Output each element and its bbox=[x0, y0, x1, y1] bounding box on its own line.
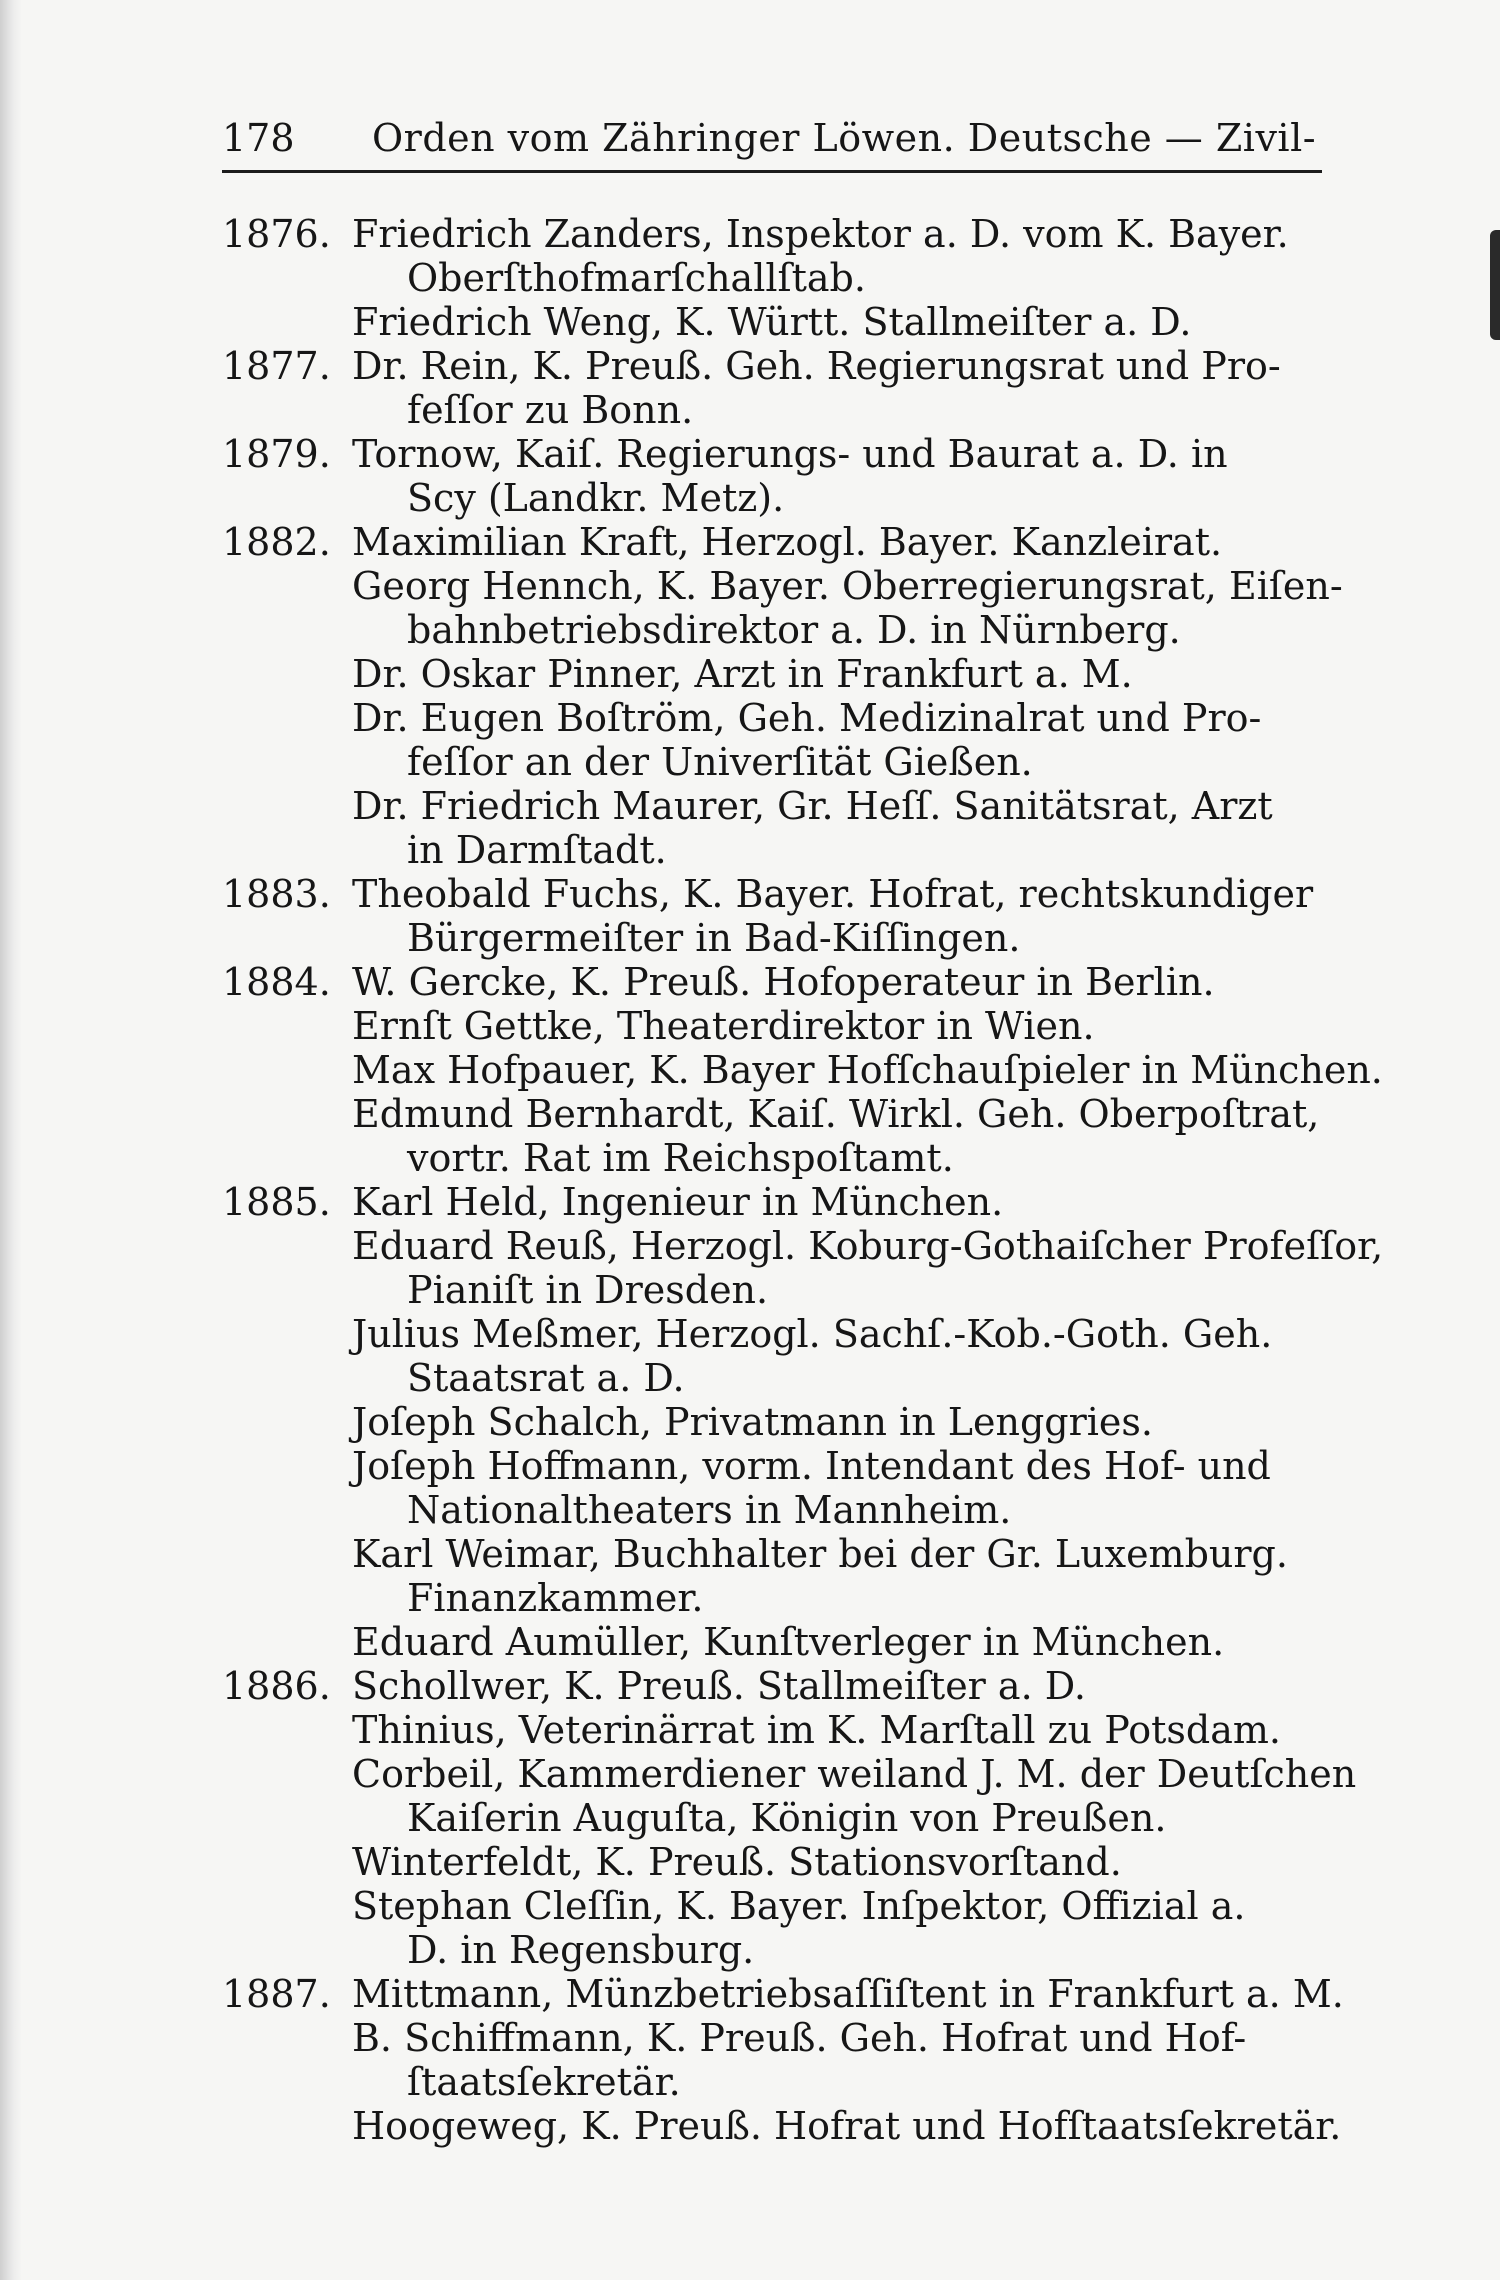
entry-text: W. Gercke, K. Preuß. Hofoperateur in Berlin. bbox=[352, 960, 1215, 1004]
entry-text: Tornow, Kaiſ. Regierungs- und Baurat a. D. in bbox=[352, 432, 1228, 476]
entry-text: Eduard Aumüller, Kunſtverleger in München. bbox=[352, 1620, 1225, 1664]
entry-text: Dr. Oskar Pinner, Arzt in Frankfurt a. M. bbox=[352, 652, 1133, 696]
entry-text: Winterfeldt, K. Preuß. Stationsvorſtand. bbox=[352, 1840, 1122, 1884]
entry-line bbox=[222, 1708, 1332, 1752]
entry-text: feſſor an der Univerſität Gießen. bbox=[407, 740, 1033, 784]
page-header bbox=[222, 108, 1322, 168]
entry-line bbox=[222, 872, 1332, 916]
entry-continuation-line bbox=[222, 740, 1332, 784]
entry-text: Stephan Cleſſin, K. Bayer. Inſpektor, Offizial a. bbox=[352, 1884, 1246, 1928]
entry-line bbox=[222, 520, 1332, 564]
entry-continuation-line bbox=[222, 1928, 1332, 1972]
entry-text: Georg Hennch, K. Bayer. Oberregierungsrat, Eiſen- bbox=[352, 564, 1343, 608]
entry-text: Theobald Fuchs, K. Bayer. Hofrat, rechtskundiger bbox=[352, 872, 1314, 916]
year-group bbox=[222, 1664, 1357, 1972]
entry-text: Friedrich Zanders, Inspektor a. D. vom K. Bayer. bbox=[352, 212, 1289, 256]
entry-text: Bürgermeiſter in Bad-Kiſſingen. bbox=[407, 916, 1021, 960]
entry-continuation-line bbox=[222, 1576, 1332, 1620]
entry-text: Dr. Eugen Boſtröm, Geh. Medizinalrat und Pro- bbox=[352, 696, 1262, 740]
year-label: 1883. bbox=[222, 872, 331, 916]
entry-line bbox=[222, 300, 1332, 344]
entry-continuation-line bbox=[222, 2060, 1332, 2104]
entry-text: bahnbetriebsdirektor a. D. in Nürnberg. bbox=[407, 608, 1181, 652]
year-group bbox=[222, 960, 1383, 1180]
entry-text: Hoogeweg, K. Preuß. Hofrat und Hofſtaatsſekretär. bbox=[352, 2104, 1342, 2148]
year-label: 1876. bbox=[222, 212, 331, 256]
entry-text: ſtaatsſekretär. bbox=[407, 2060, 681, 2104]
entry-continuation-line bbox=[222, 1796, 1332, 1840]
entry-continuation-line bbox=[222, 608, 1332, 652]
entry-text: in Darmſtadt. bbox=[407, 828, 667, 872]
header-rule bbox=[222, 170, 1322, 173]
entry-text: Dr. Friedrich Maurer, Gr. Heſſ. Sanitätsrat, Arzt bbox=[352, 784, 1273, 828]
entry-text: Oberſthofmarſchallſtab. bbox=[407, 256, 866, 300]
entry-continuation-line bbox=[222, 1268, 1332, 1312]
entry-line bbox=[222, 1400, 1332, 1444]
entry-text: Eduard Reuß, Herzogl. Koburg-Gothaiſcher Profeſſor, bbox=[352, 1224, 1384, 1268]
entry-text: Scy (Landkr. Metz). bbox=[407, 476, 785, 520]
entry-line bbox=[222, 1532, 1332, 1576]
year-label: 1887. bbox=[222, 1972, 331, 2016]
year-group bbox=[222, 1180, 1384, 1664]
page-number: 178 bbox=[222, 116, 295, 160]
entry-text: Kaiſerin Auguſta, Königin von Preußen. bbox=[407, 1796, 1167, 1840]
entry-text: Ernſt Gettke, Theaterdirektor in Wien. bbox=[352, 1004, 1095, 1048]
entry-line bbox=[222, 1884, 1332, 1928]
entry-line bbox=[222, 1048, 1383, 1092]
entry-line bbox=[222, 1004, 1332, 1048]
entry-line bbox=[222, 960, 1332, 1004]
year-label: 1886. bbox=[222, 1664, 331, 1708]
entry-text: Friedrich Weng, K. Württ. Stallmeiſter a. D. bbox=[352, 300, 1192, 344]
entry-line bbox=[222, 652, 1332, 696]
entry-text: Karl Weimar, Buchhalter bei der Gr. Luxemburg. bbox=[352, 1532, 1288, 1576]
year-group bbox=[222, 432, 1332, 520]
entry-line bbox=[222, 1664, 1332, 1708]
entry-text: feſſor zu Bonn. bbox=[407, 388, 694, 432]
page-gutter-shadow bbox=[0, 0, 22, 2280]
entry-line bbox=[222, 564, 1343, 608]
entry-text: Nationaltheaters in Mannheim. bbox=[407, 1488, 1012, 1532]
entry-line bbox=[222, 696, 1332, 740]
entry-text: Mittmann, Münzbetriebsaſſiſtent in Frankfurt a. M. bbox=[352, 1972, 1344, 2016]
entry-continuation-line bbox=[222, 256, 1332, 300]
year-label: 1884. bbox=[222, 960, 331, 1004]
award-list bbox=[222, 212, 1384, 2148]
entry-text: Max Hofpauer, K. Bayer Hofſchauſpieler in München. bbox=[352, 1048, 1383, 1092]
entry-text: Staatsrat a. D. bbox=[407, 1356, 685, 1400]
entry-continuation-line bbox=[222, 1356, 1332, 1400]
entry-line bbox=[222, 1620, 1332, 1664]
year-group bbox=[222, 1972, 1344, 2148]
entry-continuation-line bbox=[222, 1488, 1332, 1532]
year-label: 1882. bbox=[222, 520, 331, 564]
year-label: 1879. bbox=[222, 432, 331, 476]
entry-line bbox=[222, 1752, 1357, 1796]
year-group bbox=[222, 872, 1332, 960]
entry-line bbox=[222, 432, 1332, 476]
entry-text: Dr. Rein, K. Preuß. Geh. Regierungsrat und Pro- bbox=[352, 344, 1281, 388]
entry-line bbox=[222, 1092, 1332, 1136]
entry-text: Edmund Bernhardt, Kaiſ. Wirkl. Geh. Oberpoſtrat, bbox=[352, 1092, 1320, 1136]
page-edge-tab bbox=[1490, 230, 1500, 340]
entry-continuation-line bbox=[222, 476, 1332, 520]
year-group bbox=[222, 212, 1332, 344]
entry-continuation-line bbox=[222, 916, 1332, 960]
year-label: 1877. bbox=[222, 344, 331, 388]
entry-continuation-line bbox=[222, 828, 1332, 872]
entry-continuation-line bbox=[222, 1136, 1332, 1180]
year-label: 1885. bbox=[222, 1180, 331, 1224]
entry-line bbox=[222, 2016, 1332, 2060]
entry-text: Karl Held, Ingenieur in München. bbox=[352, 1180, 1004, 1224]
year-group bbox=[222, 520, 1343, 872]
entry-line bbox=[222, 784, 1332, 828]
entry-text: Maximilian Kraft, Herzogl. Bayer. Kanzleirat. bbox=[352, 520, 1223, 564]
entry-text: Joſeph Hoffmann, vorm. Intendant des Hof- und bbox=[352, 1444, 1271, 1488]
entry-line bbox=[222, 1180, 1332, 1224]
entry-text: B. Schiffmann, K. Preuß. Geh. Hofrat und Hof- bbox=[352, 2016, 1247, 2060]
entry-text: Julius Meßmer, Herzogl. Sachſ.-Kob.-Goth. Geh. bbox=[352, 1312, 1273, 1356]
entry-continuation-line bbox=[222, 388, 1332, 432]
entry-line bbox=[222, 344, 1332, 388]
entry-line bbox=[222, 1972, 1344, 2016]
year-group bbox=[222, 344, 1332, 432]
entry-line bbox=[222, 2104, 1342, 2148]
entry-line bbox=[222, 1444, 1332, 1488]
entry-text: Pianiſt in Dresden. bbox=[407, 1268, 769, 1312]
entry-line bbox=[222, 212, 1332, 256]
entry-text: Finanzkammer. bbox=[407, 1576, 704, 1620]
entry-line bbox=[222, 1840, 1332, 1884]
entry-line bbox=[222, 1224, 1384, 1268]
entry-text: D. in Regensburg. bbox=[407, 1928, 755, 1972]
entry-text: vortr. Rat im Reichspoſtamt. bbox=[407, 1136, 954, 1180]
entry-line bbox=[222, 1312, 1332, 1356]
running-title: Orden vom Zähringer Löwen. Deutsche — Zivil- bbox=[372, 116, 1317, 160]
entry-text: Thinius, Veterinärrat im K. Marſtall zu Potsdam. bbox=[352, 1708, 1281, 1752]
entry-text: Schollwer, K. Preuß. Stallmeiſter a. D. bbox=[352, 1664, 1086, 1708]
entry-text: Joſeph Schalch, Privatmann in Lenggries. bbox=[352, 1400, 1153, 1444]
entry-text: Corbeil, Kammerdiener weiland J. M. der Deutſchen bbox=[352, 1752, 1357, 1796]
